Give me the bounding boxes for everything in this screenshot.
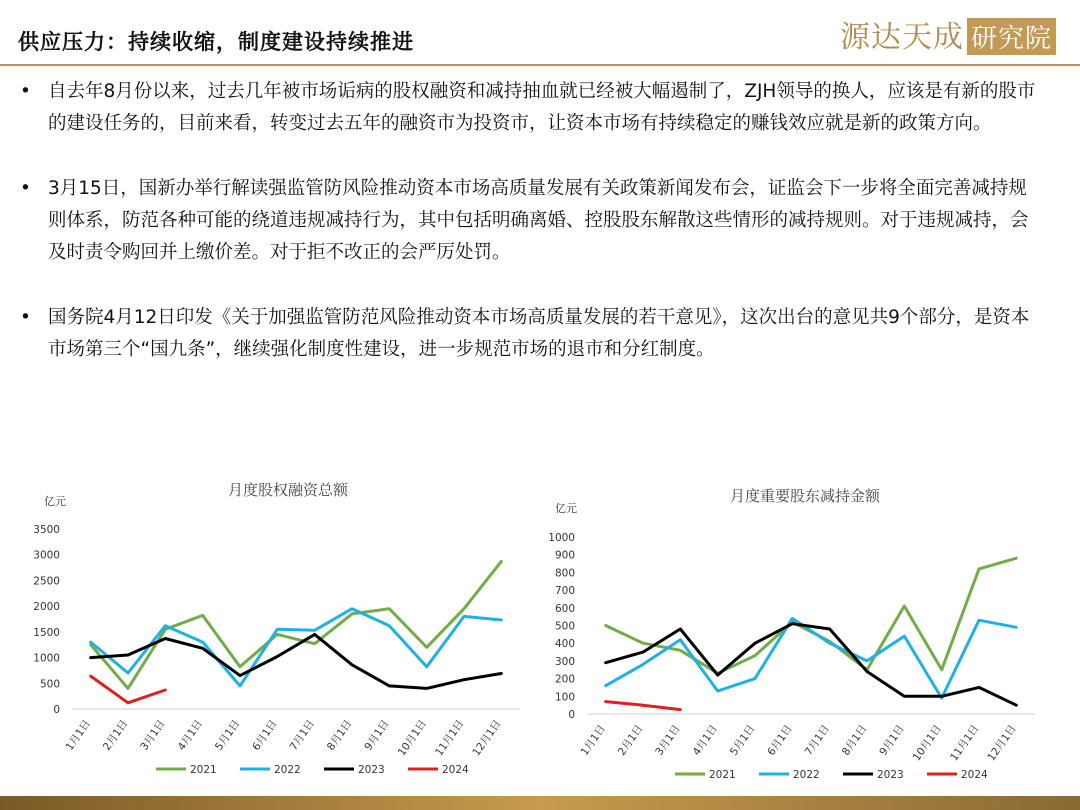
x-tick-label: 9月1日 [877, 722, 907, 758]
legend-label: 2022 [793, 769, 820, 781]
x-tick-label: 6月1日 [250, 717, 280, 753]
x-tick-label: 2月1日 [615, 722, 646, 758]
equity-financing-chart-svg [33, 470, 540, 790]
legend-label: 2023 [358, 764, 385, 776]
brand-logo [840, 12, 1056, 56]
y-tick-label: 2500 [33, 575, 60, 588]
x-tick-label: 11月1日 [433, 717, 467, 759]
y-tick-label: 500 [554, 620, 575, 633]
x-tick-label: 12月1日 [470, 717, 504, 759]
bullet-text: 自去年8月份以来，过去几年被市场诟病的股权融资和减持抽血就已经被大幅遏制了，ZJH领导的换人，应该是有新的股市的建设任务的，目前来看，转变过去五年的融资市为投资市，让资本市场有持续稳定的赚钱效应就是新的政策方向。 [48, 81, 1036, 134]
chart-title: 月度股权融资总额 [227, 481, 349, 499]
y-tick-label: 3000 [33, 549, 60, 562]
y-tick-label: 2000 [33, 601, 60, 614]
series-line-2024 [606, 702, 681, 710]
legend-label: 2024 [961, 769, 988, 781]
x-tick-label: 7月1日 [802, 722, 833, 758]
y-tick-label: 700 [554, 585, 575, 598]
chart-title: 月度重要股东减持金额 [729, 487, 881, 505]
x-tick-label: 5月1日 [212, 717, 243, 753]
logo-box: 研究院 [967, 18, 1056, 55]
x-tick-label: 8月1日 [839, 722, 870, 758]
bullet-text: 3月15日，国新办举行解读强监管防风险推动资本市场高质量发展有关政策新闻发布会，证监会下一步将全面完善减持规则体系，防范各种可能的绕道违规减持行为，其中包括明确离婚、控股股东解散这些情形的减持规则。对于违规减持，会及时责令购回并上缴价差。对于拒不改正的会严厉处罚。 [48, 178, 1029, 263]
x-tick-label: 11月1日 [948, 722, 982, 764]
x-tick-label: 1月1日 [63, 717, 94, 753]
x-tick-label: 10月1日 [910, 722, 945, 764]
y-tick-label: 300 [554, 655, 575, 668]
series-line-2021 [606, 558, 1017, 673]
slide-header [0, 0, 1080, 66]
x-tick-label: 4月1日 [175, 717, 206, 753]
y-tick-label: 1000 [33, 652, 60, 665]
x-tick-label: 1月1日 [578, 722, 609, 758]
header-divider [0, 64, 1080, 66]
y-tick-label: 3500 [33, 524, 60, 536]
x-tick-label: 8月1日 [324, 717, 355, 753]
bullet-item [20, 302, 1040, 366]
legend-label: 2021 [709, 769, 736, 781]
shareholder-reduction-chart [545, 478, 1045, 794]
x-tick-label: 6月1日 [765, 722, 795, 758]
bullet-item [20, 76, 1040, 140]
y-tick-label: 600 [554, 602, 575, 615]
y-tick-label: 0 [53, 704, 60, 716]
bullet-text: 国务院4月12日印发《关于加强监管防范风险推动资本市场高质量发展的若干意见》，这次出台的意见共9个部分，是资本市场第三个“国九条”，继续强化制度性建设，进一步规范市场的退市和分红制度。 [48, 307, 1030, 360]
equity-financing-chart [33, 470, 540, 794]
y-tick-label: 400 [554, 638, 575, 651]
logo-text: 源达天成 [839, 20, 964, 55]
y-tick-label: 1500 [33, 626, 60, 639]
bullet-item [20, 173, 1040, 269]
x-tick-label: 4月1日 [690, 722, 721, 758]
y-tick-label: 200 [554, 673, 575, 686]
x-tick-label: 7月1日 [287, 717, 318, 753]
bullet-list [20, 76, 1040, 399]
x-tick-label: 5月1日 [727, 722, 758, 758]
bullet-icon: • [20, 81, 31, 102]
legend-label: 2023 [877, 769, 904, 781]
y-tick-label: 800 [554, 567, 575, 580]
shareholder-reduction-chart-svg [545, 478, 1045, 790]
legend-label: 2022 [274, 764, 301, 776]
y-tick-label: 100 [554, 691, 575, 704]
footer-bar [0, 796, 1080, 810]
bullet-icon: • [20, 307, 31, 328]
x-tick-label: 12月1日 [985, 722, 1019, 764]
x-tick-label: 10月1日 [395, 717, 430, 759]
y-axis-unit: 亿元 [555, 502, 577, 515]
legend-label: 2024 [442, 764, 469, 776]
series-line-2021 [91, 561, 502, 688]
y-tick-label: 0 [568, 709, 575, 721]
slide-title: 供应压力：持续收缩，制度建设持续推进 [18, 30, 414, 54]
y-tick-label: 900 [554, 549, 575, 562]
bullet-icon: • [20, 178, 31, 199]
y-tick-label: 500 [39, 678, 60, 691]
legend-label: 2021 [190, 764, 217, 776]
y-tick-label: 1000 [548, 532, 575, 544]
y-axis-unit: 亿元 [44, 495, 66, 508]
x-tick-label: 3月1日 [138, 717, 168, 753]
x-tick-label: 3月1日 [653, 722, 683, 758]
x-tick-label: 2月1日 [100, 717, 131, 753]
x-tick-label: 9月1日 [362, 717, 392, 753]
